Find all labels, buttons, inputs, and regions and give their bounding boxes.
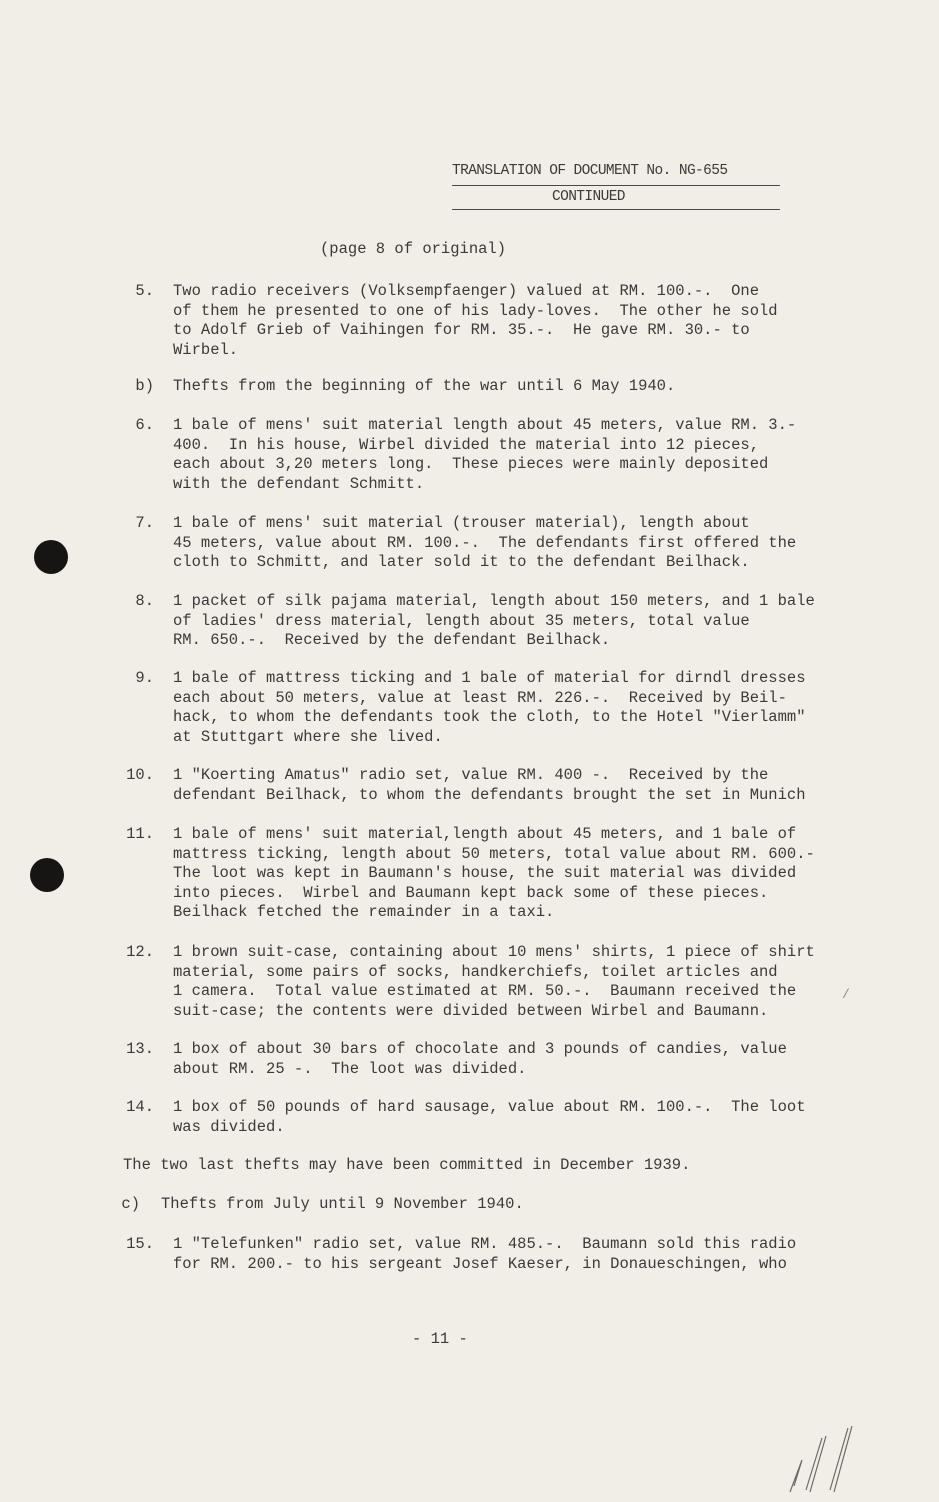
item-text: 1 brown suit-case, containing about 10 mens' shirts, 1 piece of shirt material, some pairs of socks, handkerchiefs, toilet articles and 1 camera. Total value estimated at RM. 50.-. Baumann received the suit-case; the contents were divided between Wirbel and Baumann. xyxy=(173,943,815,1020)
item-text: Two radio receivers (Volksempfaenger) valued at RM. 100.-. One of them he presented to one of his lady-loves. The other he sold to Adolf Grieb of Vaihingen for RM. 35.-. He gave RM. 30.- to Wirbel. xyxy=(173,282,778,359)
item-number: 8. xyxy=(135,592,154,610)
item-text: 1 box of 50 pounds of hard sausage, value about RM. 100.-. The loot was divided. xyxy=(173,1098,806,1136)
section-text: Thefts from July until 9 November 1940. xyxy=(161,1195,524,1213)
item-text: 1 bale of mattress ticking and 1 bale of material for dirndl dresses each about 50 meters, value at least RM. 226.-. Received by Beil- hack, to whom the defendants took the cloth, to the Hotel "Vierlamm" at Stuttgart where she lived. xyxy=(173,669,806,746)
item-number: 14. xyxy=(126,1098,154,1116)
item-number: 9. xyxy=(135,669,154,687)
item-text: 1 "Telefunken" radio set, value RM. 485.-. Baumann sold this radio for RM. 200.- to his sergeant Josef Kaeser, in Donaueschingen, who xyxy=(173,1235,797,1273)
handwritten-page-mark xyxy=(788,1420,868,1502)
document-title: TRANSLATION OF DOCUMENT No. NG-655 xyxy=(452,163,728,179)
document-header xyxy=(452,162,782,210)
item-text: 1 box of about 30 bars of chocolate and 3 pounds of candies, value about RM. 25 -. The loot was divided. xyxy=(173,1040,787,1078)
item-text: 1 bale of mens' suit material length about 45 meters, value RM. 3.- 400. In his house, Wirbel divided the material into 12 pieces, each about 3,20 meters long. These pieces were mainly deposited with the defendant Schmitt. xyxy=(173,416,797,493)
item-number: 7. xyxy=(135,514,154,532)
document-subtitle: CONTINUED xyxy=(552,188,625,205)
subtitle-underline xyxy=(452,209,780,210)
handwritten-mark-icon xyxy=(788,1420,868,1495)
item-number: 12. xyxy=(126,943,154,961)
item-text: 1 bale of mens' suit material,length about 45 meters, and 1 bale of mattress ticking, length about 50 meters, total value about RM. 600.- The loot was kept in Baumann's house, the suit material was divided into pieces. Wirbel and Baumann kept back some of these pieces. Beilhack fetched the remainder in a taxi. xyxy=(173,825,815,922)
page-reference: (page 8 of original) xyxy=(320,240,507,258)
punch-hole xyxy=(30,858,64,892)
punch-hole xyxy=(34,540,68,574)
item-number: 11. xyxy=(126,825,154,843)
item-number: 13. xyxy=(126,1040,154,1058)
item-number: 10. xyxy=(126,766,154,784)
item-number: 6. xyxy=(135,416,154,434)
item-text: 1 packet of silk pajama material, length about 150 meters, and 1 bale of ladies' dress material, length about 35 meters, total value RM. 650.-. Received by the defendant Beilhack. xyxy=(173,592,815,650)
item-text: 1 "Koerting Amatus" radio set, value RM. 400 -. Received by the defendant Beilhack, to whom the defendants brought the set in Munich xyxy=(173,766,806,804)
item-text: 1 bale of mens' suit material (trouser material), length about 45 meters, value about RM. 100.-. The defendants first offered the cloth to Schmitt, and later sold it to the defendant Beilhack. xyxy=(173,514,797,572)
section-text: Thefts from the beginning of the war until 6 May 1940. xyxy=(173,377,676,395)
section-label: c) xyxy=(121,1195,140,1213)
item-number: 5. xyxy=(135,282,154,300)
item-number: 15. xyxy=(126,1235,154,1253)
paragraph-last-thefts: The two last thefts may have been committed in December 1939. xyxy=(123,1156,691,1174)
page-number: - 11 - xyxy=(412,1330,468,1348)
header-underline xyxy=(452,185,780,186)
section-label: b) xyxy=(135,377,154,395)
margin-mark: / xyxy=(842,987,850,1002)
